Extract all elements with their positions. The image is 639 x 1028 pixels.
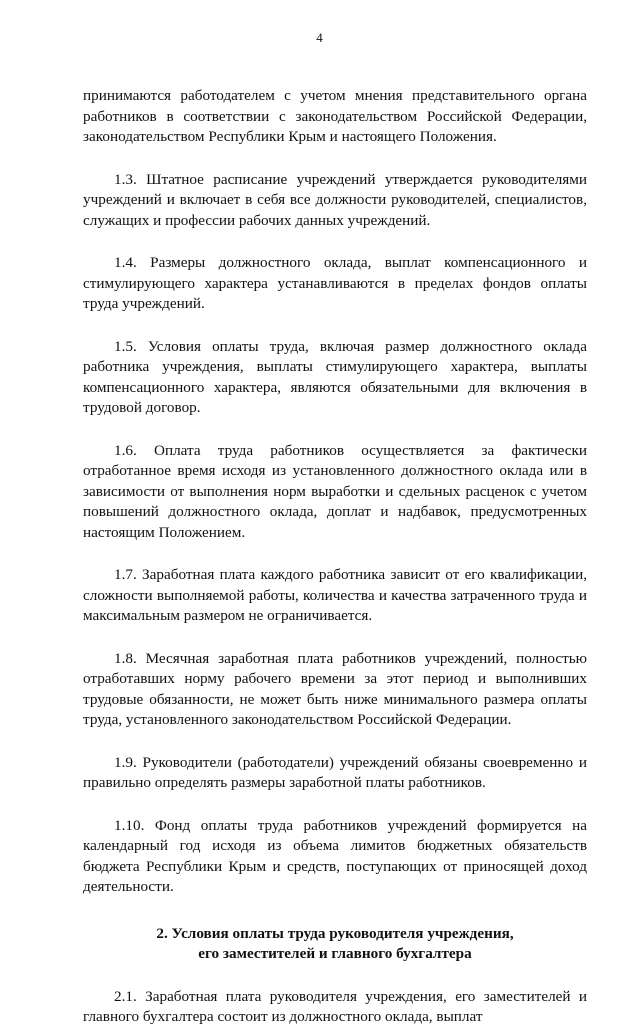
paragraph-1-10: 1.10. Фонд оплаты труда работников учреждений формируется на календарный год исходя из объема лимитов бюджетных обязательств бюджета Республики Крым и средств, поступающих от приносящей доход деятельности. (83, 816, 587, 895)
paragraph-continuation: принимаются работодателем с учетом мнения представительного органа работников в соответствии с законодательством Российской Федерации, законодательством Республики Крым и настоящего Положения. (83, 87, 587, 145)
section-heading (83, 924, 587, 965)
paragraph-1-8: 1.8. Месячная заработная плата работников учреждений, полностью отработавших норму рабочего времени за этот период и выполнивших трудовые обязанности, не может быть ниже минимального размера оплаты труда, установленного законодательством Российской Федерации. (83, 649, 587, 728)
document-body (83, 86, 587, 1028)
paragraph-2-1: 2.1. Заработная плата руководителя учреждения, его заместителей и главного бухгалтера состоит из должностного оклада, выплат (83, 987, 587, 1025)
paragraph-1-3: 1.3. Штатное расписание учреждений утверждается руководителями учреждений и включает в себя все должности руководителей, специалистов, служащих и профессии рабочих данных учреждений. (83, 170, 587, 229)
paragraph-1-4: 1.4. Размеры должностного оклада, выплат компенсационного и стимулирующего характера устанавливаются в пределах фондов оплаты труда учреждений. (83, 254, 587, 312)
page-number: 4 (316, 30, 323, 45)
paragraph-1-7: 1.7. Заработная плата каждого работника зависит от его квалификации, сложности выполняемой работы, количества и качества затраченного труда и максимальным размером не ограничивается. (83, 566, 587, 624)
paragraph-1-6: 1.6. Оплата труда работников осуществляется за фактически отработанное время исходя из установленного должностного оклада или в зависимости от выполнения норм выработки и сдельных расценок с учетом повышений должностного оклада, доплат и надбавок, предусмотренных настоящим Положением. (83, 441, 587, 541)
section-heading-line-2: его заместителей и главного бухгалтера (198, 945, 472, 962)
paragraph-1-9: 1.9. Руководители (работодатели) учреждений обязаны своевременно и правильно определять размеры заработной платы работников. (83, 753, 587, 791)
paragraph-1-5: 1.5. Условия оплаты труда, включая размер должностного оклада работника учреждения, выплаты стимулирующего характера, выплаты компенсационного характера, являются обязательными для включения в трудовой договор. (83, 337, 587, 416)
section-heading-line-1: 2. Условия оплаты труда руководителя учреждения, (156, 924, 514, 942)
